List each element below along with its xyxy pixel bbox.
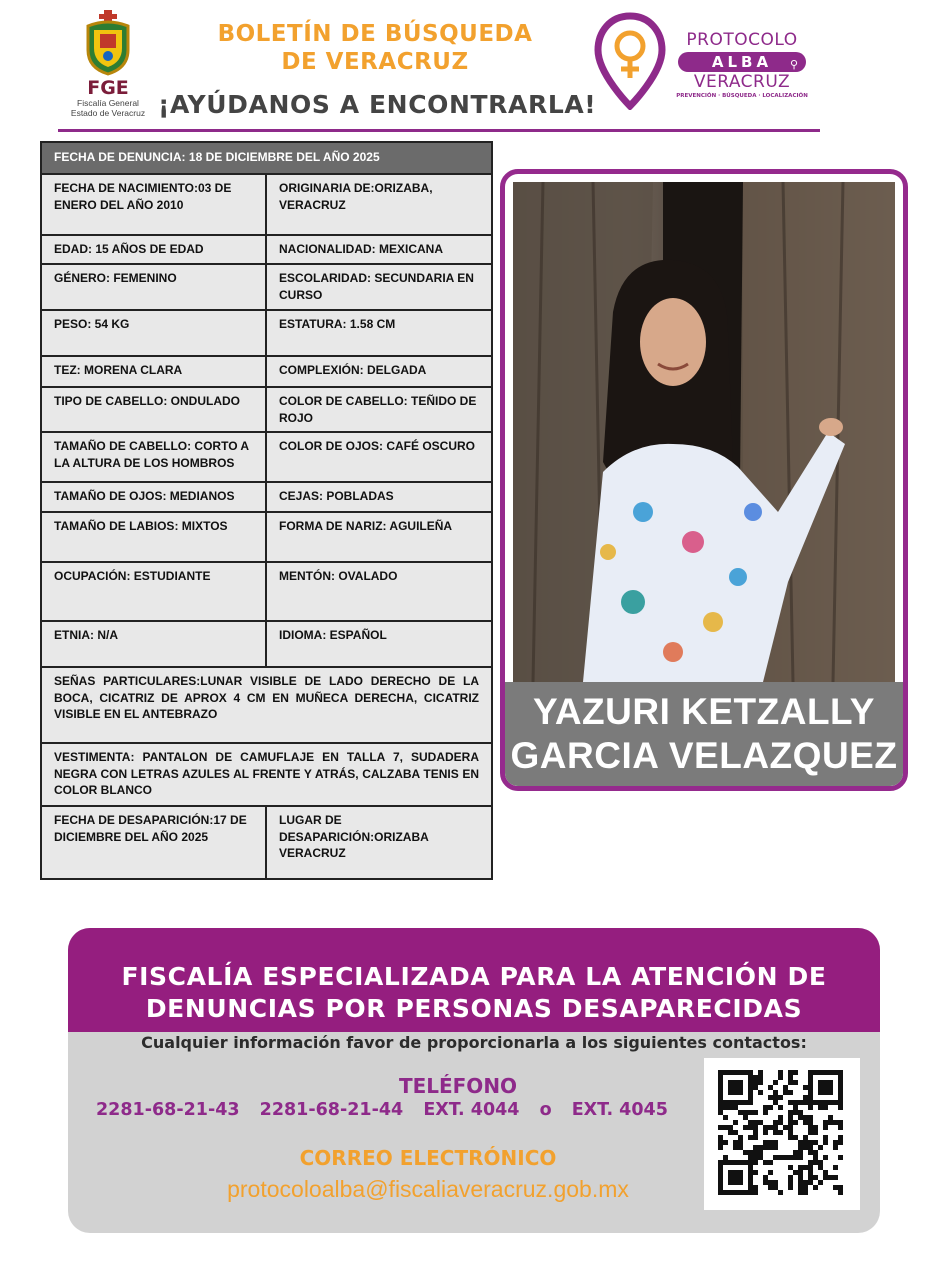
contact-intro: Cualquier información favor de proporcionarla a los siguientes contactos:: [141, 1033, 807, 1052]
alba-location-pin-icon: [594, 12, 666, 110]
org-name-line2: Estado de Veracruz: [70, 108, 146, 118]
chin: MENTÓN: OVALADO: [266, 562, 492, 621]
phone-heading: TELÉFONO: [398, 1074, 518, 1098]
language: IDIOMA: ESPAÑOL: [266, 621, 492, 667]
fge-label: FGE: [87, 77, 129, 99]
hair-length: TAMAÑO DE CABELLO: CORTO A LA ALTURA DE LOS HOMBROS: [41, 432, 266, 482]
alba-logo-pill: [678, 52, 806, 72]
prosecutor-banner-line2: DENUNCIAS POR PERSONAS DESAPARECIDAS: [145, 994, 803, 1023]
bulletin-title-line1: BOLETÍN DE BÚSQUEDA: [217, 21, 533, 47]
bulletin-title: [180, 20, 570, 76]
search-icon: ⚲: [789, 58, 798, 71]
person-name: [505, 682, 903, 786]
phone-number-2[interactable]: 2281-68-21-44: [259, 1100, 404, 1120]
alba-logo-tagline: PREVENCIÓN · BÚSQUEDA · LOCALIZACIÓN: [676, 93, 808, 99]
email-address[interactable]: protocoloalba@fiscaliaveracruz.gob.mx: [227, 1176, 629, 1202]
hair-color: COLOR DE CABELLO: TEÑIDO DE ROJO: [266, 387, 492, 432]
help-us-heading: ¡AYÚDANOS A ENCONTRARLA!: [158, 90, 597, 119]
person-name-line1: YAZURI KETZALLY: [533, 691, 875, 732]
extension-1: EXT. 4044: [423, 1100, 520, 1120]
ethnicity: ETNIA: N/A: [41, 621, 266, 667]
person-photo-card: [500, 169, 908, 791]
phone-number-1[interactable]: 2281-68-21-43: [96, 1100, 240, 1120]
lip-size: TAMAÑO DE LABIOS: MIXTOS: [41, 512, 266, 562]
hair-type: TIPO DE CABELLO: ONDULADO: [41, 387, 266, 432]
alba-logo: [672, 30, 812, 100]
birth-date: FECHA DE NACIMIENTO:03 DE ENERO DEL AÑO 2010: [41, 174, 266, 235]
nationality: NACIONALIDAD: MEXICANA: [266, 235, 492, 264]
report-date: FECHA DE DENUNCIA: 18 DE DICIEMBRE DEL AÑO 2025: [41, 142, 492, 174]
header-divider: [58, 129, 820, 132]
distinguishing-marks: SEÑAS PARTICULARES:LUNAR VISIBLE DE LADO DERECHO DE LA BOCA, CICATRIZ DE APROX 4 CM EN MUÑECA DERECHA, CICATRIZ VISIBLE EN EL ANTEBRAZO: [41, 667, 492, 743]
or-label: o: [539, 1100, 552, 1120]
extension-2: EXT. 4045: [571, 1100, 668, 1120]
person-photo-illustration: [513, 182, 895, 682]
origin: ORIGINARIA DE:ORIZABA, VERACRUZ: [266, 174, 492, 235]
eyebrows: CEJAS: POBLADAS: [266, 482, 492, 512]
org-name-line1: Fiscalía General: [77, 98, 139, 108]
nose-shape: FORMA DE NARIZ: AGUILEÑA: [266, 512, 492, 562]
age: EDAD: 15 AÑOS DE EDAD: [41, 235, 266, 264]
build: COMPLEXIÓN: DELGADA: [266, 356, 492, 387]
person-photo: [513, 182, 895, 682]
gender: GÉNERO: FEMENINO: [41, 264, 266, 310]
schooling: ESCOLARIDAD: SECUNDARIA EN CURSO: [266, 264, 492, 310]
person-name-line2: GARCIA VELAZQUEZ: [510, 735, 898, 776]
eye-color: COLOR DE OJOS: CAFÉ OSCURO: [266, 432, 492, 482]
qr-code-icon: [704, 1058, 860, 1210]
clothing: VESTIMENTA: PANTALON DE CAMUFLAJE EN TALLA 7, SUDADERA NEGRA CON LETRAS AZULES AL FRENTE Y ATRÁS, CALZABA TENIS EN COLOR BLANCO: [41, 743, 492, 806]
disappearance-date: FECHA DE DESAPARICIÓN:17 DE DICIEMBRE DEL AÑO 2025: [41, 806, 266, 879]
alba-logo-alba: ALBA: [711, 53, 773, 71]
prosecutor-banner: [68, 928, 880, 1032]
missing-person-details-table: [40, 141, 493, 880]
phone-numbers: [96, 1100, 696, 1120]
email-heading: CORREO ELECTRÓNICO: [299, 1146, 557, 1170]
veracruz-coat-of-arms-icon: [80, 10, 136, 76]
qr-code[interactable]: [704, 1058, 860, 1210]
contact-box: [68, 928, 880, 1233]
disappearance-place: LUGAR DE DESAPARICIÓN:ORIZABA VERACRUZ: [266, 806, 492, 879]
prosecutor-banner-line1: FISCALÍA ESPECIALIZADA PARA LA ATENCIÓN DE: [121, 962, 827, 991]
alba-logo-protocolo: PROTOCOLO: [686, 30, 798, 50]
weight: PESO: 54 KG: [41, 310, 266, 356]
height: ESTATURA: 1.58 CM: [266, 310, 492, 356]
eye-size: TAMAÑO DE OJOS: MEDIANOS: [41, 482, 266, 512]
occupation: OCUPACIÓN: ESTUDIANTE: [41, 562, 266, 621]
fge-seal: [72, 10, 144, 118]
complexion-tone: TEZ: MORENA CLARA: [41, 356, 266, 387]
bulletin-title-line2: DE VERACRUZ: [281, 49, 469, 75]
alba-logo-veracruz: VERACRUZ: [693, 72, 791, 92]
